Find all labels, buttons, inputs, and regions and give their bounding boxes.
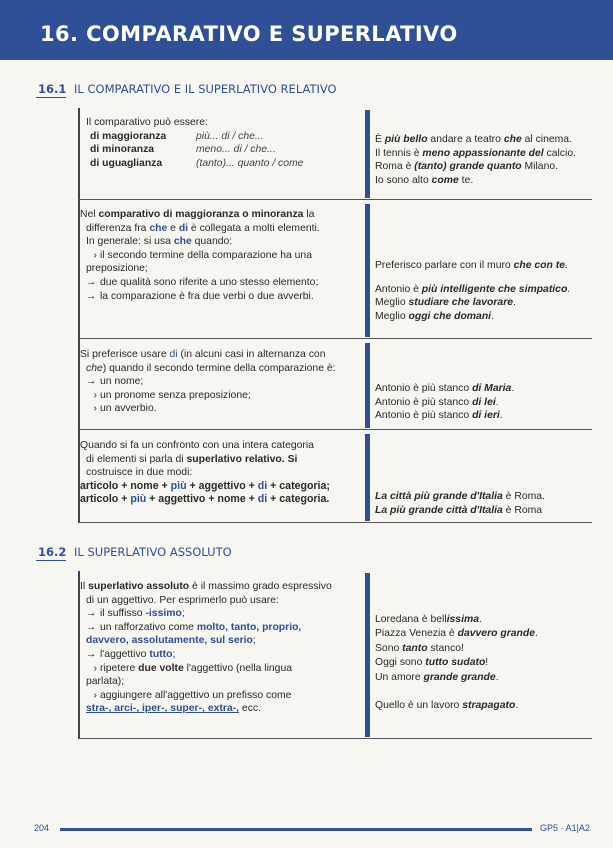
text-line xyxy=(80,249,362,263)
block5-rule xyxy=(80,580,364,716)
text-line xyxy=(80,689,364,703)
text-line xyxy=(80,453,364,467)
example-text: Meglio xyxy=(375,297,409,309)
example-text: Quello è un lavoro xyxy=(375,700,463,712)
example-text: Meglio xyxy=(375,310,409,322)
text: la comparazione è fra due verbi o due avverbi. xyxy=(100,290,314,302)
chevron-icon: › xyxy=(93,389,97,401)
text: Il xyxy=(80,581,89,592)
example-highlight: di ieri xyxy=(472,410,500,422)
example-text: Milano. xyxy=(521,161,559,173)
block2-examples xyxy=(375,259,600,323)
block-divider xyxy=(365,573,370,737)
example-text: è Roma. xyxy=(502,491,545,502)
keyword: molto, tanto, proprio, xyxy=(196,621,302,633)
formula-line xyxy=(80,480,364,494)
example-line: Antonio è più stanco di Maria. xyxy=(375,383,515,394)
text: la xyxy=(303,209,315,220)
text: + categoria; xyxy=(267,479,330,492)
keyword: di xyxy=(169,349,178,360)
example-highlight: meno appassionante del xyxy=(422,147,544,159)
arrow-icon: → xyxy=(86,376,97,388)
example-highlight: La città più grande d'Italia xyxy=(375,491,503,502)
example-highlight: issima xyxy=(446,614,479,625)
example-text: Antonio è più stanco xyxy=(375,396,473,408)
bold-text: comparativo di maggioranza o minoranza xyxy=(98,209,304,220)
example-highlight: davvero grande xyxy=(457,628,535,640)
text: articolo + xyxy=(80,493,131,506)
block5-examples xyxy=(375,613,600,714)
bold-text: superlativo assoluto xyxy=(88,581,190,592)
example-highlight: studiare che lavorare xyxy=(408,297,514,309)
example-text: Io sono alto xyxy=(375,174,432,186)
section-heading-16-1 xyxy=(38,82,337,96)
keyword: davvero, assolutamente, sul serio xyxy=(86,635,253,647)
text: è collegata a molti elementi. xyxy=(188,222,320,234)
section-title-text: IL SUPERLATIVO ASSOLUTO xyxy=(74,545,232,559)
text-line xyxy=(80,580,364,594)
text-line xyxy=(80,262,362,276)
example-highlight: che con te xyxy=(513,260,565,271)
example-text: è Roma xyxy=(502,504,543,516)
keyword: -issimo xyxy=(145,608,182,620)
block-divider xyxy=(365,343,370,428)
example-line: Meglio oggi che domani. xyxy=(375,310,494,322)
comparison-label: di uguaglianza xyxy=(90,157,163,169)
example-line: Antonio è più stanco di lei. xyxy=(375,396,499,408)
example-text: Roma è xyxy=(375,161,415,173)
bold-text: due volte xyxy=(138,662,184,674)
text-line xyxy=(80,235,362,249)
example-text: Un amore xyxy=(375,671,424,683)
comparison-pattern: (tanto)... quanto / come xyxy=(196,157,304,169)
block1-rule xyxy=(86,116,361,170)
text: due qualità sono riferite a uno stesso elemento; xyxy=(100,276,319,288)
text-line xyxy=(80,362,362,376)
example-highlight: di lei xyxy=(472,396,496,408)
arrow-icon: → xyxy=(86,621,97,633)
text-line: Il comparativo può essere: xyxy=(86,117,208,128)
comparison-row xyxy=(86,130,361,144)
example-line: Preferisco parlare con il muro che con te. xyxy=(375,260,568,271)
text-line xyxy=(80,208,362,222)
text: un rafforzativo come xyxy=(100,621,197,633)
example-line xyxy=(375,490,600,504)
example-text: al cinema. xyxy=(521,134,572,145)
example-highlight: tanto xyxy=(402,642,428,654)
text: e xyxy=(167,222,179,234)
example-highlight: tutto sudato xyxy=(425,657,486,669)
text: l'aggettivo xyxy=(100,648,150,660)
text: è il massimo grado espressivo xyxy=(189,581,332,592)
text: + aggettivo + xyxy=(186,479,258,492)
text-line xyxy=(80,222,362,236)
example-line: Quello è un lavoro strapagato. xyxy=(375,700,519,712)
example-highlight: oggi che domani xyxy=(408,310,492,322)
text-line xyxy=(80,621,364,635)
example-text: Antonio è più stanco xyxy=(375,410,473,422)
text: differenza fra xyxy=(86,222,150,234)
section-heading-16-2 xyxy=(38,545,232,559)
text-line xyxy=(80,276,362,290)
example-text: È xyxy=(375,134,385,145)
text: + categoria. xyxy=(267,493,330,506)
example-line: Antonio è più stanco di ieri. xyxy=(375,410,503,422)
text-line xyxy=(80,375,362,389)
example-line: Un amore grande grande. xyxy=(375,671,499,683)
example-text: Loredana è bell xyxy=(375,614,447,625)
keyword: stra-, arci-, iper-, super-, extra-, xyxy=(86,703,240,715)
example-highlight: più bello xyxy=(384,134,428,145)
text-line xyxy=(80,662,364,676)
keyword: più xyxy=(170,479,187,492)
bold-text: . Si xyxy=(281,453,298,465)
example-line: Antonio è più intelligente che simpatico. xyxy=(375,283,571,295)
example-highlight: La più grande città d'Italia xyxy=(375,504,503,516)
example-line xyxy=(375,174,600,188)
text: aggiungere all'aggettivo un prefisso come xyxy=(100,689,292,701)
example-highlight: di Maria xyxy=(472,383,512,394)
arrow-icon: → xyxy=(86,608,97,620)
chevron-icon: › xyxy=(93,662,97,674)
italic-text: che xyxy=(86,362,103,374)
comparison-label: di minoranza xyxy=(90,144,155,156)
block-divider xyxy=(365,434,370,521)
example-text: Piazza Venezia è xyxy=(375,628,458,640)
keyword: di xyxy=(257,479,268,492)
text-line: → l'aggettivo tutto; xyxy=(86,648,176,660)
text-line: di un aggettivo. Per esprimerlo può usare: xyxy=(86,594,279,606)
block4-examples xyxy=(375,490,600,517)
text: quando: xyxy=(191,236,233,248)
keyword: di xyxy=(178,222,189,234)
example-line xyxy=(375,642,600,656)
text: Nel xyxy=(80,209,99,220)
text-line: parlata); xyxy=(86,676,125,688)
example-line xyxy=(375,160,600,174)
section-rule xyxy=(36,560,66,561)
comparison-row xyxy=(86,143,361,157)
text: ripetere xyxy=(100,662,139,674)
section-rule xyxy=(36,97,66,98)
text: l'aggettivo (nella lingua xyxy=(183,662,293,674)
example-line: Piazza Venezia è davvero grande. xyxy=(375,628,538,640)
text: In generale: si usa xyxy=(86,236,174,248)
text: il secondo termine della comparazione ha una xyxy=(100,249,312,261)
example-text: calcio. xyxy=(543,147,576,159)
chapter-header xyxy=(0,0,613,60)
chevron-icon: › xyxy=(93,403,97,415)
comparison-row xyxy=(86,157,361,171)
bold-text: superlativo relativo xyxy=(186,453,282,465)
section-title-text: IL COMPARATIVO E IL SUPERLATIVO RELATIVO xyxy=(74,82,337,96)
arrow-icon: → xyxy=(86,276,97,288)
text: preposizione; xyxy=(86,263,148,275)
example-text: stanco! xyxy=(427,642,464,654)
example-text: andare a teatro xyxy=(427,134,504,145)
keyword: più xyxy=(130,493,147,506)
block3-rule xyxy=(80,348,362,416)
comparison-pattern: più... di / che... xyxy=(196,130,264,142)
comparison-label: di maggioranza xyxy=(90,130,167,142)
example-text: te. xyxy=(458,174,474,186)
example-highlight: (tanto) grande quanto xyxy=(414,161,522,173)
chevron-icon: › xyxy=(93,689,97,701)
example-line xyxy=(375,133,600,147)
block2-rule xyxy=(80,208,362,303)
block4-rule xyxy=(80,439,364,507)
chevron-icon: › xyxy=(93,249,97,261)
section-number: 16.1 xyxy=(38,82,67,96)
footer-label: GP5 · A1|A2 xyxy=(540,823,590,833)
keyword: di xyxy=(257,493,268,506)
arrow-icon: → xyxy=(86,648,97,660)
text-line: davvero, assolutamente, sul serio; xyxy=(86,635,256,647)
text: un avverbio. xyxy=(100,403,157,415)
example-highlight: strapagato xyxy=(462,700,516,712)
example-line: Oggi sono tutto sudato! xyxy=(375,657,489,669)
text: di elementi si parla di xyxy=(86,453,187,465)
example-text: Sono xyxy=(375,642,403,654)
formula-line xyxy=(80,493,364,507)
example-text: Il tennis è xyxy=(375,147,423,159)
text-line xyxy=(80,348,362,362)
keyword: che xyxy=(173,236,192,248)
text-line xyxy=(80,702,364,716)
text: Si preferisce usare xyxy=(80,349,170,360)
text: ) quando il secondo termine della comparazione è: xyxy=(102,362,336,374)
block3-examples xyxy=(375,382,600,423)
text-line: → il suffisso -issimo; xyxy=(86,608,185,620)
page-number: 204 xyxy=(34,823,50,833)
example-text: Oggi sono xyxy=(375,657,426,669)
comparison-pattern: meno... di / che... xyxy=(196,144,276,156)
arrow-icon: → xyxy=(86,290,97,302)
text-line xyxy=(80,290,362,304)
text: un pronome senza preposizione; xyxy=(100,389,251,401)
keyword: tutto xyxy=(149,648,173,660)
block-divider xyxy=(365,204,370,337)
chapter-title: 16. COMPARATIVO E SUPERLATIVO xyxy=(40,22,458,46)
example-line xyxy=(375,147,600,161)
footer-rule xyxy=(60,828,532,831)
text: + aggettivo + nome + xyxy=(146,493,258,506)
example-highlight: grande grande xyxy=(423,671,496,683)
text: il suffisso xyxy=(100,608,146,620)
text-line: Quando si fa un confronto con una intera categoria xyxy=(80,440,314,451)
example-highlight: come xyxy=(431,174,459,186)
section-number: 16.2 xyxy=(38,545,67,559)
example-text: Preferisco parlare con il muro xyxy=(375,260,514,271)
keyword: che xyxy=(149,222,168,234)
example-text: Antonio è xyxy=(375,283,422,295)
example-text: Antonio è più stanco xyxy=(375,383,473,394)
block-divider xyxy=(365,110,370,198)
text-line: costruisce in due modi: xyxy=(86,467,193,479)
example-highlight: più intelligente che simpatico xyxy=(421,283,568,295)
text: ecc. xyxy=(239,703,261,715)
text: (in alcuni casi in alternanza con xyxy=(177,349,326,360)
example-highlight: che xyxy=(503,134,522,145)
example-line xyxy=(375,504,600,518)
example-line: Meglio studiare che lavorare. xyxy=(375,297,516,309)
block1-examples xyxy=(375,133,600,187)
text: articolo + nome + xyxy=(80,479,171,492)
example-line: Loredana è bellissima. xyxy=(375,614,482,625)
text-line xyxy=(80,402,362,416)
text: un nome; xyxy=(100,376,144,388)
text-line xyxy=(80,389,362,403)
